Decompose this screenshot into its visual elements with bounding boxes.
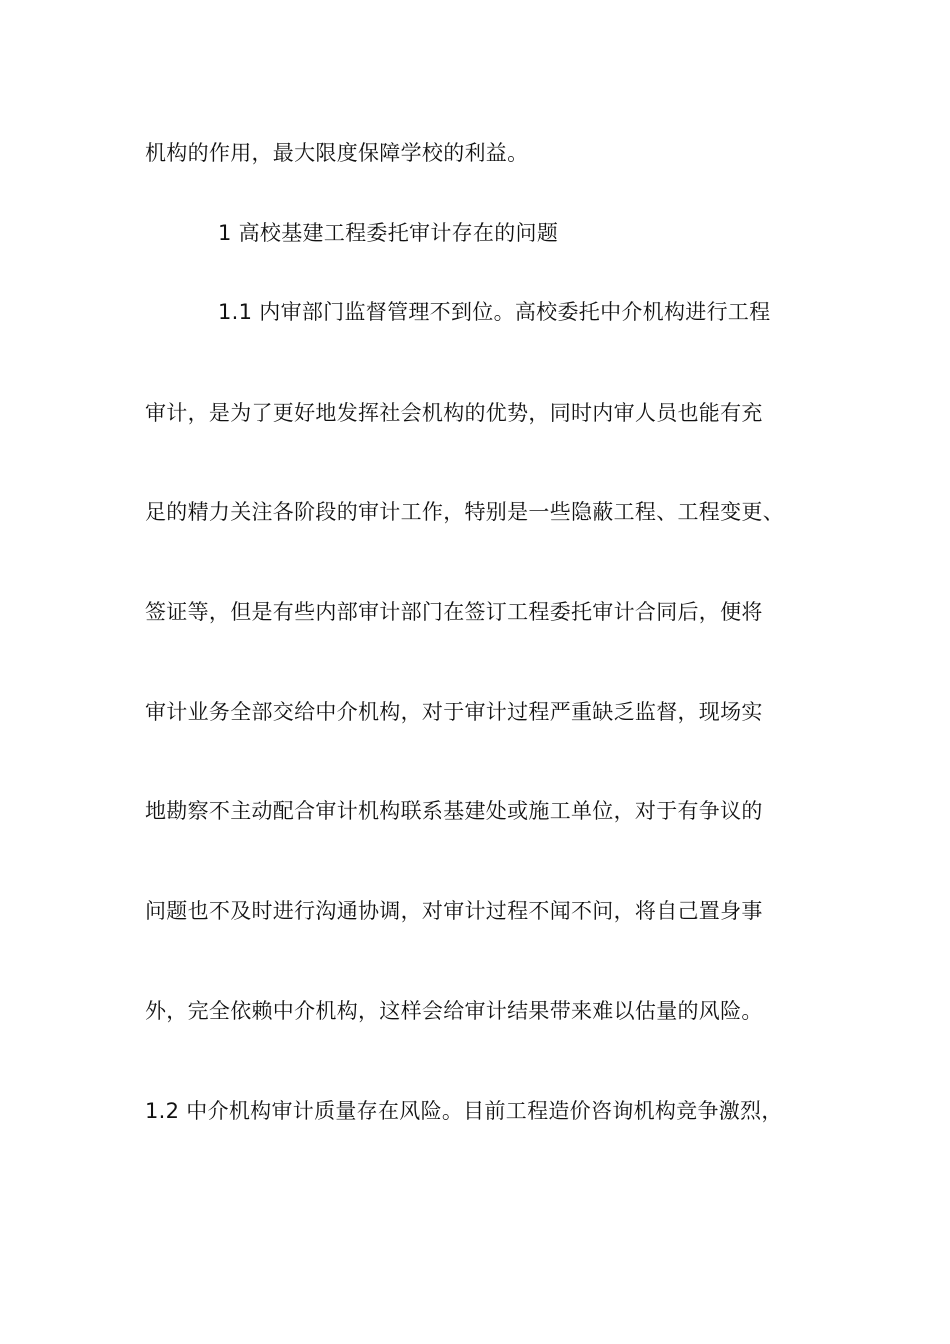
paragraph-line: 机构的作用，最大限度保障学校的利益。 — [145, 141, 529, 165]
section-heading: 1 高校基建工程委托审计存在的问题 — [218, 221, 559, 245]
paragraph-line: 足的精力关注各阶段的审计工作，特别是一些隐蔽工程、工程变更、 — [145, 500, 784, 524]
paragraph-line: 审计业务全部交给中介机构，对于审计过程严重缺乏监督，现场实 — [145, 700, 763, 724]
paragraph-line: 地勘察不主动配合审计机构联系基建处或施工单位，对于有争议的 — [145, 799, 763, 823]
paragraph-line: 签证等，但是有些内部审计部门在签订工程委托审计合同后，便将 — [145, 600, 763, 624]
paragraph-line: 审计，是为了更好地发挥社会机构的优势，同时内审人员也能有充 — [145, 401, 763, 425]
paragraph-line: 外，完全依赖中介机构，这样会给审计结果带来难以估量的风险。 — [145, 999, 763, 1023]
paragraph-line: 1.2 中介机构审计质量存在风险。目前工程造价咨询机构竞争激烈， — [145, 1099, 783, 1123]
paragraph-line: 问题也不及时进行沟通协调，对审计过程不闻不问，将自己置身事 — [145, 899, 763, 923]
paragraph-line: 1.1 内审部门监督管理不到位。高校委托中介机构进行工程 — [218, 300, 771, 324]
